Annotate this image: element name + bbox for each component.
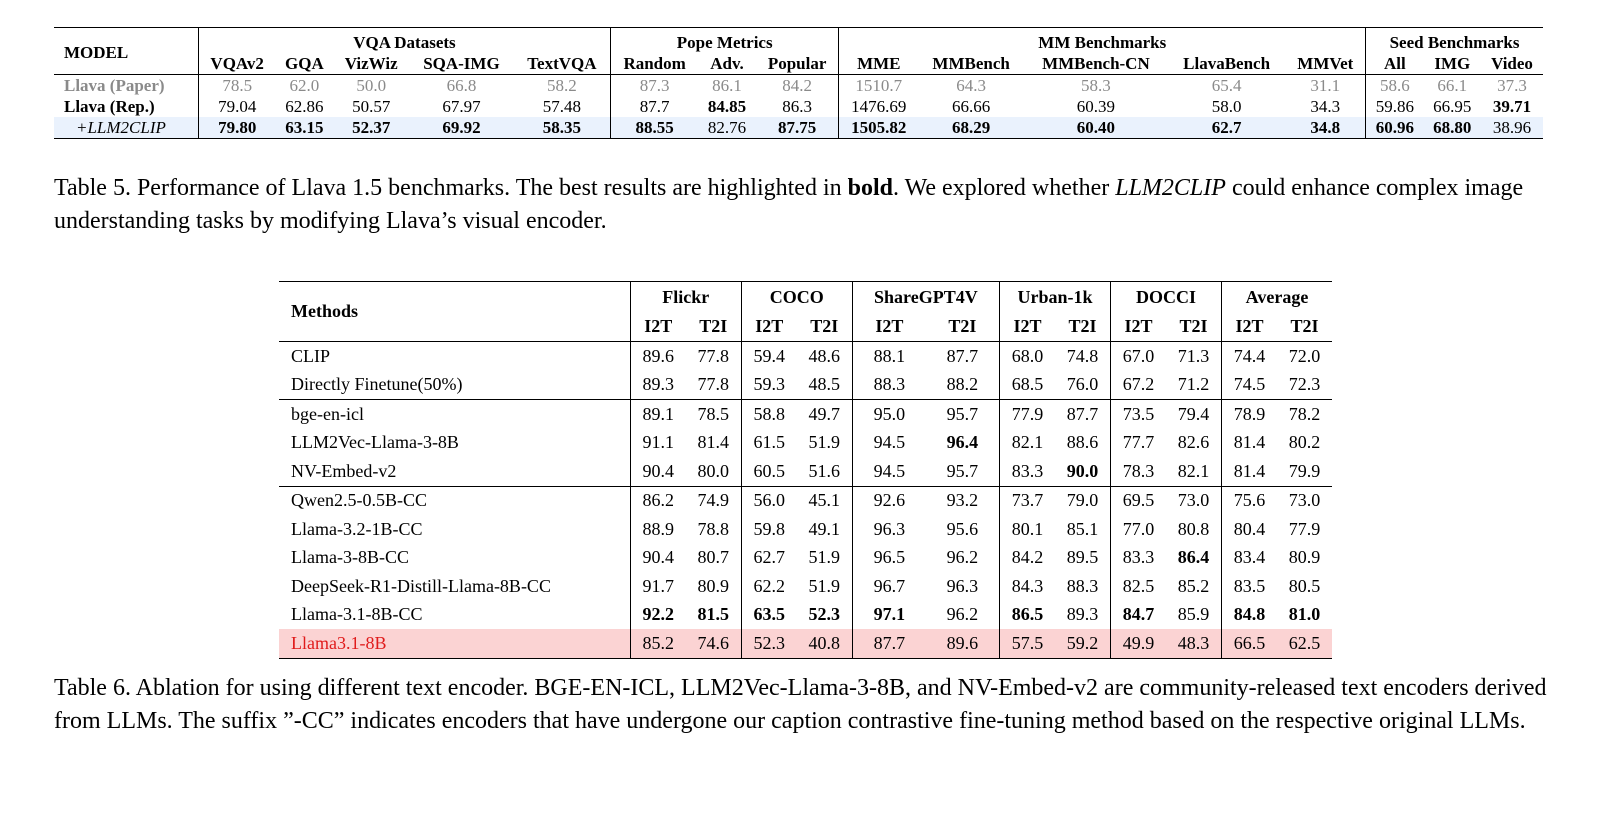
table-cell: 83.3 (999, 457, 1055, 486)
table6-body (279, 342, 1332, 659)
table-cell: 85.1 (1066, 518, 1099, 539)
table5-body (54, 75, 1543, 139)
table-cell: 81.5 (697, 604, 730, 625)
row-label: Llama-3-8B-CC (291, 547, 409, 568)
table-cell: 90.4 (630, 457, 686, 486)
table5-col-mmvet: MMVet (1297, 53, 1354, 73)
table-cell: 69.5 (1110, 486, 1166, 515)
table-cell: 84.85 (707, 96, 747, 116)
table5-col-llavabench: LlavaBench (1183, 53, 1271, 73)
table-cell: 59.4 (741, 342, 797, 371)
table-cell: 78.8 (697, 518, 730, 539)
table5-col-mmbench: MMBench (932, 53, 1010, 73)
table5-column-header-row (54, 53, 1543, 75)
table5-col-mme: MME (839, 53, 918, 75)
table-cell: 51.9 (808, 547, 841, 568)
table-cell: 49.9 (1110, 629, 1166, 658)
table6-sub-i2t: I2T (852, 312, 926, 342)
table6-sub-t2i: T2I (1068, 316, 1097, 336)
table6-sub-t2i: T2I (810, 316, 839, 336)
table6-group-flickr: Flickr (630, 282, 741, 313)
table-row (279, 572, 1332, 601)
table-cell: 58.6 (1366, 75, 1424, 97)
table-cell: 84.7 (1110, 601, 1166, 630)
table-cell: 92.6 (852, 486, 926, 515)
table-cell: 91.7 (630, 572, 686, 601)
table-cell: 97.1 (852, 601, 926, 630)
table-cell: 96.3 (852, 515, 926, 544)
table-row (54, 117, 1543, 139)
table-cell: 73.0 (1166, 486, 1222, 515)
table-cell: 89.3 (630, 371, 686, 400)
table6-sub-t2i: T2I (948, 316, 977, 336)
table-cell: 74.4 (1221, 342, 1277, 371)
table-cell: 58.2 (514, 75, 611, 97)
table-cell: 88.3 (852, 371, 926, 400)
table6-sub-t2i: T2I (699, 316, 728, 336)
table-cell: 80.4 (1221, 515, 1277, 544)
table-cell: 89.6 (630, 342, 686, 371)
table-cell: 81.4 (697, 432, 730, 453)
table-cell: 89.6 (926, 629, 1000, 658)
table-cell: 69.92 (409, 117, 514, 139)
table-cell: 85.2 (1177, 575, 1210, 596)
table-cell: 90.0 (1066, 460, 1099, 481)
row-label: Directly Finetune(50%) (291, 374, 463, 395)
table-cell: 66.5 (1221, 629, 1277, 658)
table-cell: 62.86 (285, 96, 324, 116)
table-cell: 84.3 (999, 572, 1055, 601)
table-cell: 66.66 (952, 96, 991, 116)
table-cell: 92.2 (630, 601, 686, 630)
caption5-italic-word: LLM2CLIP (1115, 175, 1226, 201)
table-cell: 52.3 (741, 629, 797, 658)
table5-col-vqav2: VQAv2 (198, 53, 275, 75)
caption5-bold-word: bold (847, 175, 894, 201)
table-cell: 86.2 (630, 486, 686, 515)
table-cell: 79.4 (1166, 400, 1222, 429)
table-cell: 96.2 (946, 547, 979, 568)
table-row (279, 400, 1332, 429)
table-cell: 81.0 (1288, 604, 1321, 625)
table6-group-average: Average (1221, 282, 1332, 313)
table-cell: 77.7 (1110, 429, 1166, 458)
table-cell: 62.2 (741, 572, 797, 601)
table-cell: 88.2 (946, 374, 979, 395)
table-cell: 96.4 (946, 432, 979, 453)
table-cell: 66.8 (409, 75, 514, 97)
table-cell: 86.1 (698, 75, 755, 97)
table-row (279, 544, 1332, 573)
table-cell: 78.9 (1221, 400, 1277, 429)
table-cell: 1510.7 (839, 75, 918, 97)
table-cell: 88.3 (1066, 575, 1099, 596)
table-cell: 96.5 (852, 544, 926, 573)
table-cell: 87.3 (610, 75, 698, 97)
table-cell: 39.71 (1492, 96, 1532, 116)
table6-sub-t2i: T2I (1179, 316, 1208, 336)
table-cell: 82.6 (1177, 432, 1210, 453)
table-cell: 45.1 (797, 486, 853, 515)
table-cell: 73.7 (999, 486, 1055, 515)
table-cell: 75.6 (1221, 486, 1277, 515)
table5-model-header: MODEL (64, 43, 129, 62)
table-cell: 48.5 (808, 374, 841, 395)
row-label: +LLM2CLIP (54, 117, 198, 139)
table-cell: 83.3 (1110, 544, 1166, 573)
table6-sub-i2t: I2T (999, 312, 1055, 342)
table-cell: 82.5 (1110, 572, 1166, 601)
row-label: Llama-3.2-1B-CC (291, 518, 423, 539)
caption5-suffix: could enhance complex image understanding tasks by modifying Llava’s visual encoder. (54, 175, 1524, 234)
table-cell: 72.3 (1288, 374, 1321, 395)
table5-group-seed-benchmarks: Seed Benchmarks (1366, 28, 1543, 54)
table6-sub-i2t: I2T (1110, 312, 1166, 342)
table-cell: 68.29 (918, 117, 1024, 139)
table-cell: 37.3 (1481, 75, 1543, 97)
table-row (279, 457, 1332, 486)
table5-llava-benchmarks (54, 27, 1543, 139)
table-cell: 88.6 (1066, 432, 1099, 453)
table-row (54, 75, 1543, 97)
table6-group-sharegpt4v: ShareGPT4V (852, 282, 999, 313)
table6-group-header-row (279, 282, 1332, 313)
table-cell: 77.9 (999, 400, 1055, 429)
table-cell: 79.0 (1055, 486, 1111, 515)
row-label: NV-Embed-v2 (291, 460, 397, 481)
table-cell: 88.1 (852, 342, 926, 371)
table-cell: 82.1 (999, 429, 1055, 458)
table5-col-random: Random (610, 53, 698, 75)
table-row (279, 429, 1332, 458)
table-cell: 34.3 (1310, 96, 1341, 116)
table6-sub-i2t: I2T (741, 312, 797, 342)
table-cell: 79.04 (198, 96, 275, 117)
table-cell: 62.0 (275, 75, 333, 97)
table6-sub-i2t: I2T (1221, 312, 1277, 342)
table-cell: 94.5 (852, 457, 926, 486)
table-cell: 51.6 (808, 460, 841, 481)
table6-group-docci: DOCCI (1110, 282, 1221, 313)
table-cell: 67.2 (1110, 371, 1166, 400)
table-cell: 83.4 (1221, 544, 1277, 573)
table-cell: 59.3 (741, 371, 797, 400)
table-cell: 80.9 (1288, 547, 1321, 568)
table-cell: 56.0 (741, 486, 797, 515)
table-cell: 80.5 (1288, 575, 1321, 596)
table-cell: 74.5 (1221, 371, 1277, 400)
table-cell: 88.9 (630, 515, 686, 544)
table-cell: 79.80 (198, 117, 275, 139)
table-cell: 84.2 (756, 75, 839, 97)
table-cell: 95.7 (946, 460, 979, 481)
table-cell: 72.0 (1277, 342, 1332, 371)
table-cell: 61.5 (741, 429, 797, 458)
table-cell: 58.35 (514, 117, 611, 139)
table-cell: 89.1 (630, 400, 686, 429)
table-cell: 89.3 (1066, 604, 1099, 625)
table-cell: 96.2 (946, 604, 979, 625)
table-cell: 87.7 (610, 96, 698, 117)
row-label: bge-en-icl (279, 400, 630, 429)
table-cell: 76.0 (1066, 374, 1099, 395)
table-cell: 62.5 (1277, 629, 1332, 658)
row-label: Llava (Paper) (54, 75, 198, 97)
table-cell: 48.6 (797, 342, 853, 371)
table-cell: 52.37 (333, 117, 409, 139)
table-cell: 74.8 (1055, 342, 1111, 371)
table-cell: 57.5 (999, 629, 1055, 658)
table-cell: 82.1 (1177, 460, 1210, 481)
table5-col-adv-: Adv. (710, 53, 744, 73)
table-cell: 95.7 (926, 400, 1000, 429)
table-cell: 78.5 (686, 400, 742, 429)
table-cell: 84.8 (1221, 601, 1277, 630)
table-cell: 58.0 (1211, 96, 1242, 116)
table5-col-all: All (1366, 53, 1424, 75)
table-cell: 87.7 (1055, 400, 1111, 429)
table5-col-mmbench-cn: MMBench-CN (1042, 53, 1150, 73)
table-cell: 87.7 (852, 629, 926, 658)
table-cell: 78.3 (1110, 457, 1166, 486)
table-cell: 93.2 (926, 486, 1000, 515)
table5-col-video: Video (1491, 53, 1533, 73)
table5-col-img: IMG (1434, 53, 1471, 73)
table-cell: 66.1 (1424, 75, 1481, 97)
row-label: DeepSeek-R1-Distill-Llama-8B-CC (291, 575, 551, 596)
table-cell: 38.96 (1481, 117, 1543, 139)
table-cell: 77.8 (697, 374, 730, 395)
table6-text-encoder-ablation (279, 281, 1332, 659)
table-cell: 57.48 (542, 96, 581, 116)
table-cell: 79.9 (1288, 460, 1321, 481)
table-cell: 74.9 (686, 486, 742, 515)
table-cell: 96.3 (946, 575, 979, 596)
table-cell: 59.8 (741, 515, 797, 544)
table-cell: 50.57 (352, 96, 391, 116)
table-cell: 87.75 (756, 117, 839, 139)
table6-sub-i2t: I2T (630, 312, 686, 342)
caption5-prefix: Table 5. Performance of Llava 1.5 benchmarks. The best results are highlighted in (54, 175, 848, 201)
table-cell: 40.8 (797, 629, 853, 658)
table-cell: 58.3 (1024, 75, 1168, 97)
table-cell: 59.2 (1055, 629, 1111, 658)
table-row (279, 486, 1332, 515)
table-cell: 48.3 (1166, 629, 1222, 658)
table-cell: 62.7 (741, 544, 797, 573)
table-cell: 77.9 (1288, 518, 1321, 539)
table-cell: 85.2 (630, 629, 686, 658)
caption5-middle: . We explored whether (893, 175, 1116, 201)
table6-group-urban-1k: Urban-1k (999, 282, 1110, 313)
table-cell: 96.7 (852, 572, 926, 601)
table-cell: 86.3 (782, 96, 812, 116)
row-label: CLIP (279, 342, 630, 371)
table-cell: 86.5 (999, 601, 1055, 630)
table6-sub-t2i: T2I (1290, 316, 1319, 336)
table5-group-vqa-datasets: VQA Datasets (198, 28, 610, 54)
row-label: LLM2Vec-Llama-3-8B (291, 432, 459, 453)
table-cell: 68.0 (999, 342, 1055, 371)
row-label: Qwen2.5-0.5B-CC (279, 486, 630, 515)
table-cell: 60.40 (1024, 117, 1168, 139)
table-cell: 80.2 (1288, 432, 1321, 453)
table5-group-mm-benchmarks: MM Benchmarks (839, 28, 1366, 54)
table5-col-vizwiz: VizWiz (344, 53, 398, 73)
table-cell: 60.5 (741, 457, 797, 486)
table-cell: 66.95 (1433, 96, 1472, 116)
table6-group-coco: COCO (741, 282, 852, 313)
table5-col-sqa-img: SQA-IMG (423, 53, 500, 73)
table-cell: 64.3 (918, 75, 1024, 97)
table-cell: 85.9 (1177, 604, 1210, 625)
table-cell: 78.2 (1277, 400, 1332, 429)
table-cell: 81.4 (1221, 457, 1277, 486)
table-row (279, 601, 1332, 630)
table-cell: 91.1 (630, 429, 686, 458)
table-cell: 83.5 (1221, 572, 1277, 601)
table-cell: 80.9 (697, 575, 730, 596)
table-cell: 95.0 (852, 400, 926, 429)
table-row (279, 371, 1332, 400)
table-cell: 77.8 (686, 342, 742, 371)
table-cell: 49.7 (797, 400, 853, 429)
row-label: Llama-3.1-8B-CC (291, 604, 423, 625)
table-cell: 89.5 (1066, 547, 1099, 568)
table-cell: 60.39 (1076, 96, 1116, 116)
table-cell: 62.7 (1168, 117, 1286, 139)
table5-col-popular: Popular (767, 53, 827, 73)
table-cell: 63.15 (275, 117, 333, 139)
table-cell: 58.8 (741, 400, 797, 429)
table-row (279, 342, 1332, 371)
table-cell: 60.96 (1366, 117, 1424, 139)
table-cell: 63.5 (741, 601, 797, 630)
table-cell: 94.5 (852, 429, 926, 458)
table6-methods-header: Methods (291, 301, 358, 321)
table-cell: 80.0 (697, 460, 730, 481)
table5-col-gqa: GQA (285, 53, 324, 73)
table-cell: 68.80 (1424, 117, 1481, 139)
table-cell: 87.7 (926, 342, 1000, 371)
table-cell: 90.4 (630, 544, 686, 573)
table-cell: 59.86 (1366, 96, 1424, 117)
table-cell: 88.55 (610, 117, 698, 139)
table-cell: 77.0 (1110, 515, 1166, 544)
table-cell: 65.4 (1168, 75, 1286, 97)
table-cell: 84.2 (999, 544, 1055, 573)
table-cell: 67.97 (442, 96, 481, 116)
table-cell: 81.4 (1221, 429, 1277, 458)
table5-group-pope-metrics: Pope Metrics (610, 28, 839, 54)
table5-caption (54, 172, 1554, 238)
table-cell: 78.5 (198, 75, 275, 97)
table-cell: 1505.82 (839, 117, 918, 139)
table-cell: 71.3 (1166, 342, 1222, 371)
table5-group-header-row (54, 28, 1543, 54)
table-cell: 34.8 (1286, 117, 1366, 139)
table-cell: 31.1 (1286, 75, 1366, 97)
table-row (279, 515, 1332, 544)
table-row (54, 96, 1543, 117)
table-cell: 51.9 (808, 432, 841, 453)
table-cell: 51.9 (808, 575, 841, 596)
table-cell: 71.2 (1177, 374, 1210, 395)
table-cell: 67.0 (1110, 342, 1166, 371)
table-cell: 73.5 (1110, 400, 1166, 429)
table-cell: 95.6 (946, 518, 979, 539)
table-cell: 74.6 (686, 629, 742, 658)
table-row (279, 629, 1332, 658)
table-cell: 80.8 (1177, 518, 1210, 539)
table-cell: 73.0 (1277, 486, 1332, 515)
table-cell: 82.76 (698, 117, 755, 139)
table-cell: 49.1 (808, 518, 841, 539)
table5-col-textvqa: TextVQA (527, 53, 597, 73)
table-cell: 50.0 (333, 75, 409, 97)
row-label: Llava (Rep.) (64, 96, 155, 116)
table-cell: 52.3 (808, 604, 841, 625)
table6-caption: Table 6. Ablation for using different text encoder. BGE-EN-ICL, LLM2Vec-Llama-3-8B, and NV-Embed-v2 are community-released text encoders derived from LLMs. The suffix ”-CC” indicates encoders that have undergone our caption contrastive fine-tuning method based on the respective original LLMs. (54, 675, 1547, 734)
table-cell: 80.1 (999, 515, 1055, 544)
table-cell: 1476.69 (839, 96, 918, 117)
table-cell: 80.7 (697, 547, 730, 568)
row-label: Llama3.1-8B (279, 629, 630, 658)
table-cell: 68.5 (999, 371, 1055, 400)
table-cell: 86.4 (1177, 547, 1210, 568)
